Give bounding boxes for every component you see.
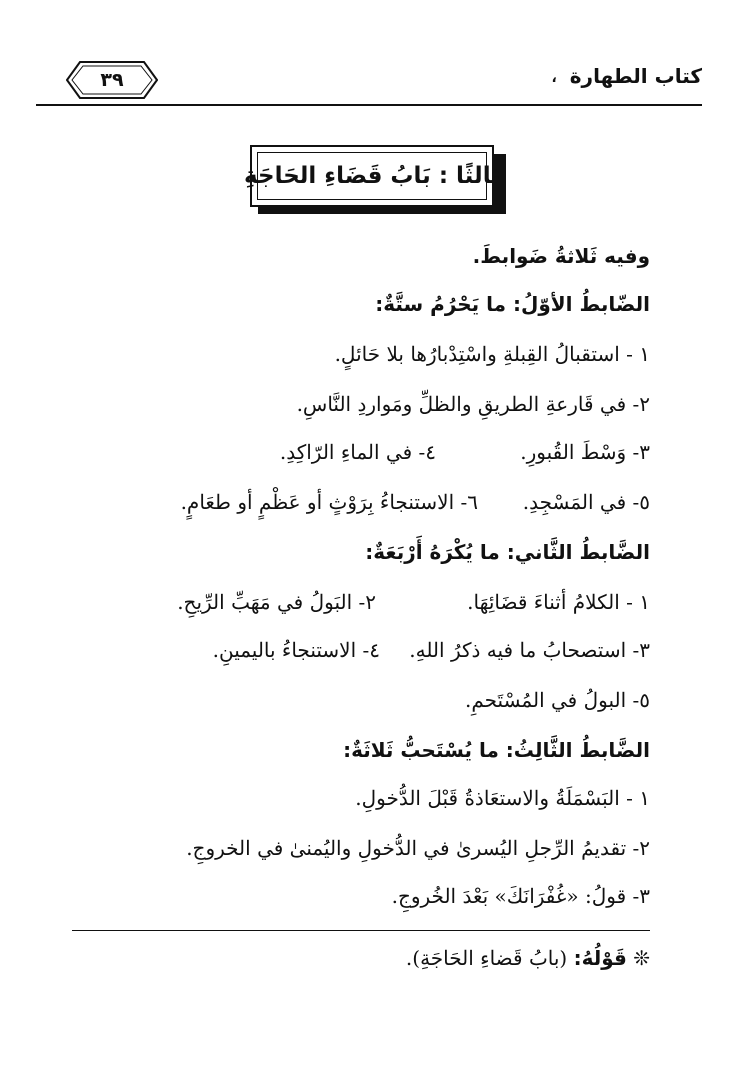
list-item: ١ - الكلامُ أثناءَ قضَائِهَا. <box>467 590 650 614</box>
list-item: ٥- البولُ في المُسْتَحمِ. <box>464 688 650 712</box>
list-item: ٤- الاستنجاءُ باليمينِ. <box>212 638 380 662</box>
list-item: ٣- استصحابُ ما فيه ذكرُ اللهِ. <box>409 638 650 662</box>
list-item: ٤- في الماءِ الرّاكِدِ. <box>279 440 436 464</box>
chapter-title: ثالثًا : بَابُ قَضَاءِ الحَاجَةِ <box>244 163 500 189</box>
list-item: ٢- تقديمُ الرِّجلِ اليُسرىٰ في الدُّخولِ واليُمنىٰ في الخروجِ. <box>186 836 650 860</box>
book-title: كتاب الطهارة <box>569 64 702 88</box>
footnote-text: (بابُ قَضاءِ الحَاجَةِ). <box>405 946 568 970</box>
footnote-label: قَوْلُهُ: <box>573 946 627 970</box>
list-item: ١ - البَسْمَلَةُ والاستعَاذةُ قَبْلَ الدُّخولِ. <box>355 786 650 810</box>
section-heading: الضَّابطُ الثَّالِثُ: ما يُسْتَحبُّ ثَلاثَةٌ: <box>343 738 650 762</box>
intro-line: وفيه ثَلاثةُ ضَوابطَ. <box>472 244 650 268</box>
list-item: ٦- الاستنجاءُ بِرَوْثٍ أو عَظْمٍ أو طعَامٍ. <box>180 490 478 514</box>
list-item: ٥- في المَسْجِدِ. <box>522 490 650 514</box>
list-item: ٢- البَولُ في مَهَبِّ الرِّيحِ. <box>177 590 376 614</box>
footnote <box>406 946 650 970</box>
list-item: ٣- قولُ: «غُفْرَانَكَ» بَعْدَ الخُروجِ. <box>391 884 650 908</box>
footnote-rule <box>72 930 650 931</box>
list-item: ٢- في قَارعةِ الطريقِ والظلِّ ومَواردِ النَّاسِ. <box>296 392 650 416</box>
page-number: ٣٩ <box>100 69 124 91</box>
header-rule <box>36 104 702 106</box>
chapter-title-box <box>244 145 500 207</box>
page-number-frame <box>66 61 158 99</box>
running-head-separator: ، <box>551 69 557 86</box>
list-item: ١ - استقبالُ القِبلةِ واسْتِدْبارُها بلا حَائلٍ. <box>334 342 650 366</box>
list-item: ٣- وَسْطَ القُبورِ. <box>520 440 650 464</box>
footnote-marker: ❊ <box>633 946 650 970</box>
running-head <box>551 64 702 88</box>
section-heading: الضَّابطُ الثَّاني: ما يُكْرَهُ أَرْبَعَةٌ: <box>365 540 650 564</box>
section-heading: الضّابطُ الأوّلُ: ما يَحْرُمُ ستَّةٌ: <box>375 292 650 316</box>
